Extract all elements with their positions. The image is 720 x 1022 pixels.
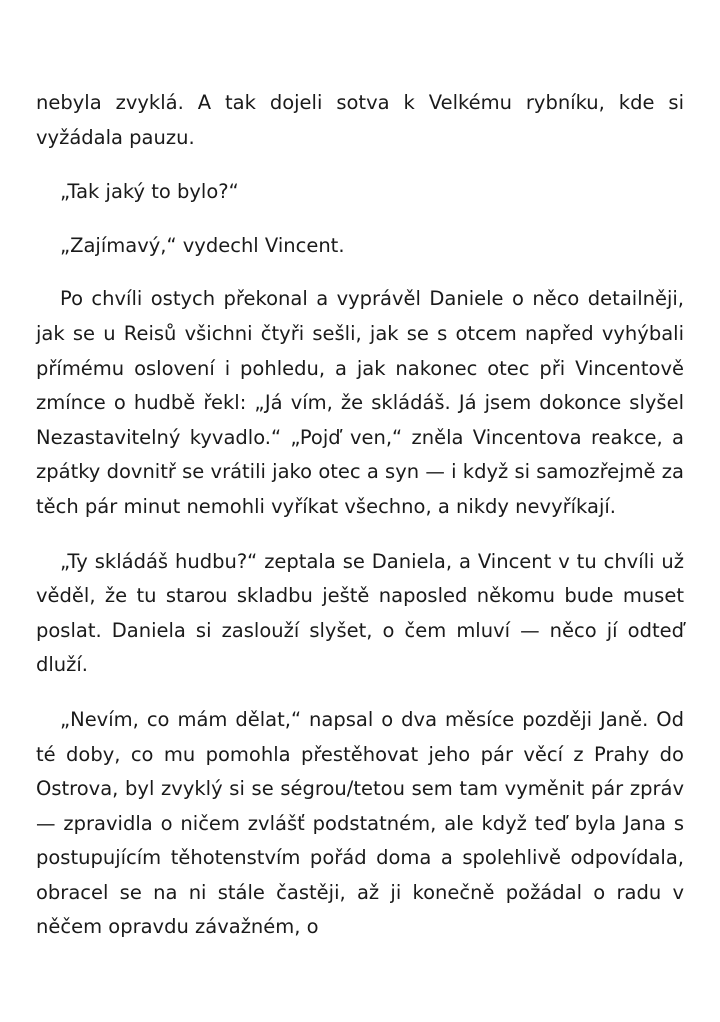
dialogue-answer: „Zajímavý,“ vydechl Vincent.: [60, 233, 345, 257]
paragraph-narration: Po chvíli ostych překonal a vyprávěl Daniele o něco detailněji, jak se u Reisů všichni čtyři sešli, jak se s otcem napřed vyhýbali přímému oslovení i pohledu, a jak nakonec otec při Vincentově zmínce o hudbě řekl: „Já vím, že skládáš. Já jsem dokonce slyšel Nezastavitelný kyvadlo.“ „Pojď ven,“ zněla Vincentova reakce, a zpátky dovnitř se vrátili jako otec a syn — i když si samozřejmě za těch pár minut nemohli vyříkat všechno, a nikdy nevyříkají.: [36, 287, 684, 518]
book-page: [36, 86, 684, 965]
paragraph-jana: „Nevím, co mám dělat,“ napsal o dva měsíce později Janě. Od té doby, co mu pomohla přestěhovat jeho pár věcí z Prahy do Ostrova, byl zvyklý si se ségrou/tetou sem tam vyměnit pár zpráv — zpravidla o ničem zvlášť podstatném, ale když teď byla Jana s postupujícím těhotenstvím pořád doma a spolehlivě odpovídala, obracel se na ni stále častěji, až ji konečně požádal o radu v něčem opravdu závažném, o: [36, 707, 684, 939]
paragraph-daniela-question: „Ty skládáš hudbu?“ zeptala se Daniela, a Vincent v tu chvíli už věděl, že tu starou skladbu ještě naposled někomu bude muset poslat. Daniela si zaslouží slyšet, o čem mluví — něco jí odteď dluží.: [36, 549, 684, 677]
paragraph-continuation: nebyla zvyklá. A tak dojeli sotva k Velkému rybníku, kde si vyžádala pauzu.: [36, 91, 684, 149]
dialogue-question: „Tak jaký to bylo?“: [60, 180, 239, 204]
